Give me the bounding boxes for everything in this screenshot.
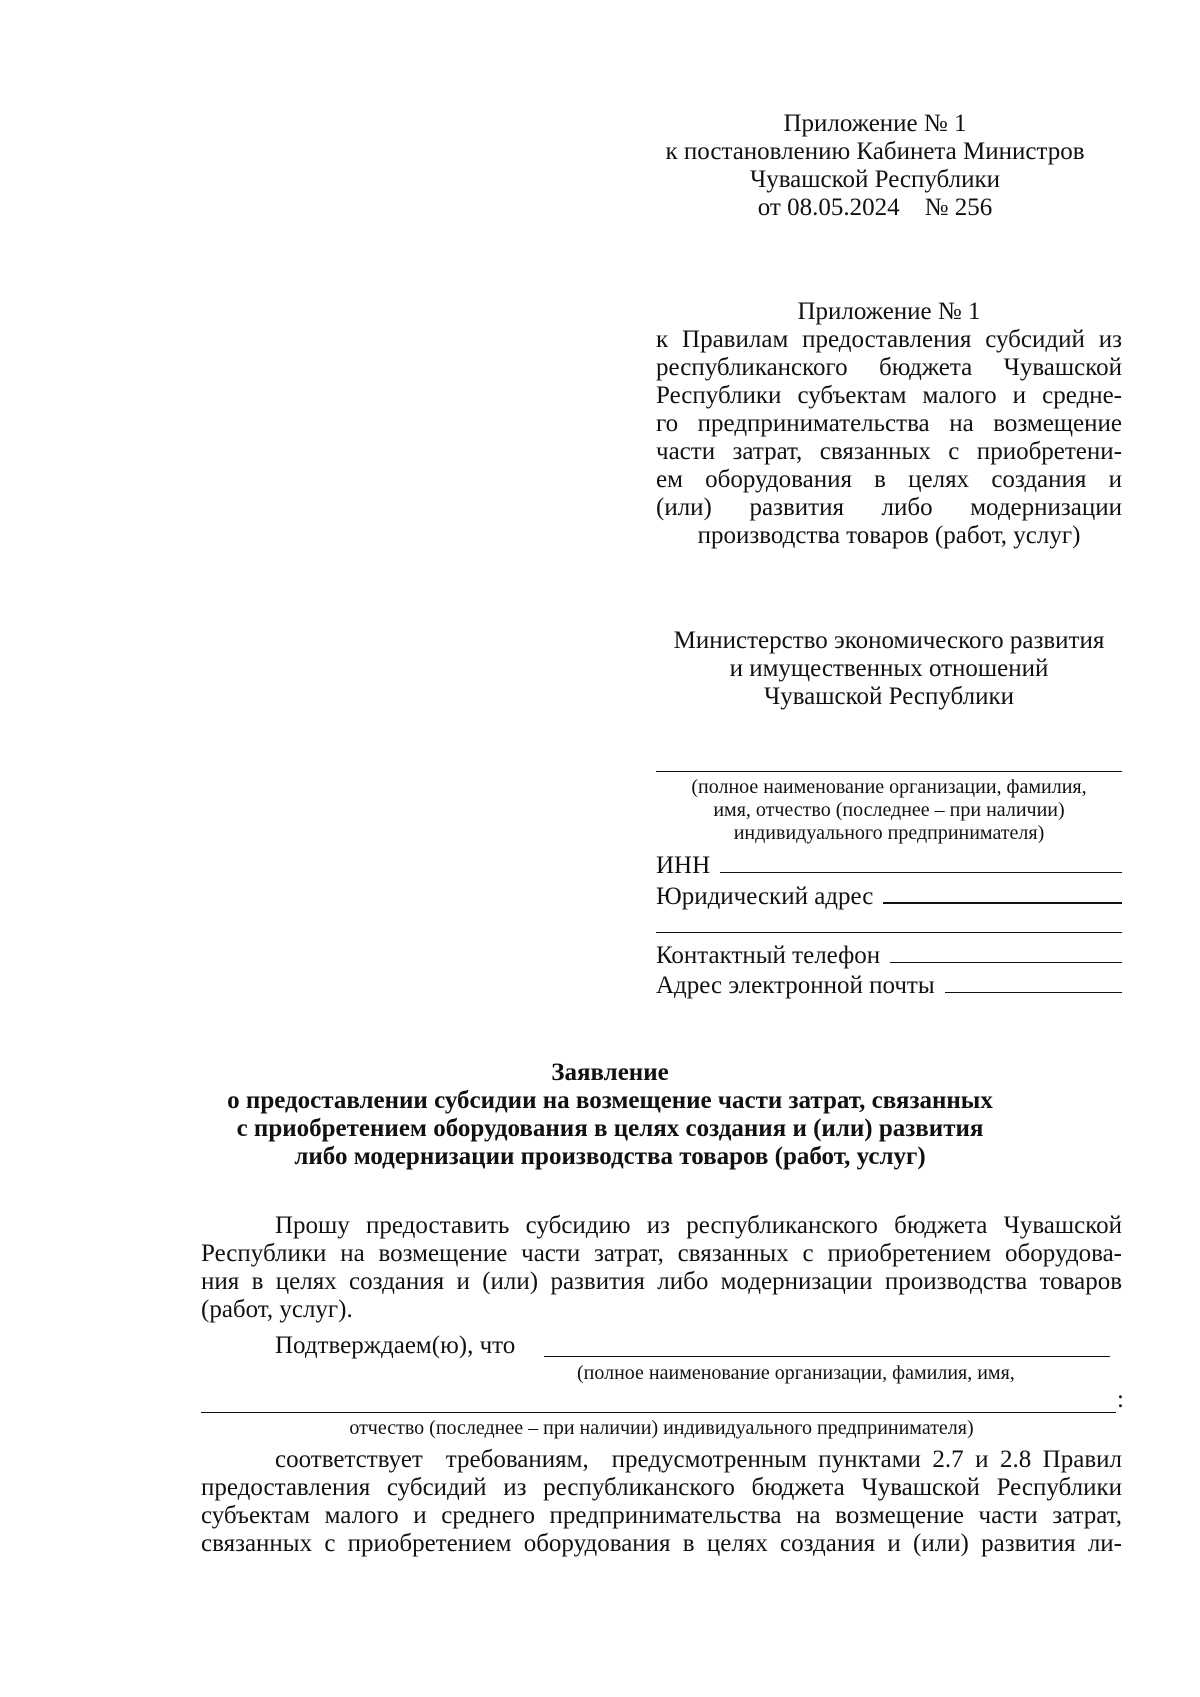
legal-address-label: Юридический адрес bbox=[656, 883, 874, 910]
decree-appendix-line: Чувашской Республики bbox=[749, 166, 1001, 193]
paragraph-line: ния в целях создания и (или) развития либо модернизации производства товаров bbox=[201, 1268, 1122, 1295]
statement-subtitle-line: о предоставлении субсидии на возмещение части затрат, связанных bbox=[227, 1087, 993, 1114]
rules-appendix-line: республиканского бюджета Чувашской bbox=[656, 354, 1122, 381]
rules-appendix-line: производства товаров (работ, услуг) bbox=[697, 522, 1081, 549]
statement-heading bbox=[150, 1059, 1070, 1171]
email-field[interactable] bbox=[945, 970, 1122, 993]
paragraph-line: Республики на возмещение части затрат, связанных с приобретением оборудова- bbox=[201, 1240, 1122, 1267]
applicant-name-hint bbox=[656, 776, 1122, 845]
inn-label: ИНН bbox=[656, 852, 711, 879]
email-row bbox=[656, 970, 1122, 1000]
rules-appendix-line: го предпринимательства на возмещение bbox=[656, 410, 1122, 437]
inn-row bbox=[656, 850, 1122, 880]
addressee-line: и имущественных отношений bbox=[729, 655, 1049, 682]
confirm-label: Подтверждаем(ю), что bbox=[275, 1332, 516, 1359]
rules-appendix-line: к Правилам предоставления субсидий из bbox=[656, 326, 1122, 353]
applicant-fields bbox=[656, 850, 1122, 1000]
rules-appendix-line: Республики субъектам малого и средне- bbox=[656, 382, 1122, 409]
confirm-hint: (полное наименование организации, фамилия, имя, bbox=[577, 1362, 1015, 1384]
compliance-paragraph bbox=[201, 1446, 1122, 1558]
colon-mark: : bbox=[1117, 1386, 1124, 1413]
email-label: Адрес электронной почты bbox=[656, 972, 935, 999]
decree-appendix-title: Приложение № 1 bbox=[783, 110, 967, 137]
applicant-name-field[interactable] bbox=[656, 771, 1122, 772]
paragraph-line: субъектам малого и среднего предпринимательства на возмещение части затрат, bbox=[201, 1502, 1122, 1529]
decree-appendix-line: к постановлению Кабинета Министров bbox=[665, 138, 1085, 165]
phone-field[interactable] bbox=[890, 940, 1122, 963]
legal-address-row-2 bbox=[656, 910, 1122, 940]
hint-line: индивидуального предпринимателя) bbox=[733, 822, 1045, 844]
addressee-block bbox=[656, 627, 1122, 711]
paragraph-line: (работ, услуг). bbox=[201, 1296, 353, 1323]
confirm-name-field[interactable] bbox=[544, 1356, 1110, 1357]
phone-row bbox=[656, 940, 1122, 970]
phone-label: Контактный телефон bbox=[656, 942, 881, 969]
request-paragraph bbox=[201, 1212, 1122, 1324]
paragraph-line: связанных с приобретением оборудования в целях создания и (или) развития ли- bbox=[201, 1530, 1122, 1557]
legal-address-field-2[interactable] bbox=[656, 910, 1122, 933]
rules-appendix-line: части затрат, связанных с приобретени- bbox=[656, 438, 1122, 465]
rules-appendix-title: Приложение № 1 bbox=[797, 298, 981, 325]
decree-appendix-header bbox=[640, 110, 1110, 222]
addressee-line: Министерство экономического развития bbox=[673, 627, 1105, 654]
hint-line: имя, отчество (последнее – при наличии) bbox=[713, 799, 1065, 821]
decree-date-number: от 08.05.2024 № 256 bbox=[757, 194, 993, 221]
rules-appendix-header bbox=[656, 298, 1122, 550]
statement-subtitle-line: с приобретением оборудования в целях создания и (или) развития bbox=[236, 1115, 984, 1142]
statement-title: Заявление bbox=[551, 1059, 669, 1086]
rules-appendix-line: (или) развития либо модернизации bbox=[656, 494, 1122, 521]
paragraph-line: предоставления субсидий из республиканского бюджета Чувашской Республики bbox=[201, 1474, 1122, 1501]
legal-address-field[interactable] bbox=[883, 880, 1122, 904]
confirm-hint: отчество (последнее – при наличии) индивидуального предпринимателя) bbox=[349, 1417, 974, 1439]
paragraph-line: соответствует требованиям, предусмотренным пунктами 2.7 и 2.8 Правил bbox=[275, 1446, 1122, 1473]
rules-appendix-line: ем оборудования в целях создания и bbox=[656, 466, 1122, 493]
addressee-line: Чувашской Республики bbox=[763, 683, 1015, 710]
legal-address-row bbox=[656, 880, 1122, 910]
inn-field[interactable] bbox=[720, 850, 1122, 873]
statement-subtitle-line: либо модернизации производства товаров (работ, услуг) bbox=[294, 1143, 926, 1170]
confirm-name-field-2[interactable] bbox=[201, 1412, 1116, 1413]
hint-line: (полное наименование организации, фамилия, bbox=[691, 776, 1087, 798]
paragraph-line: Прошу предоставить субсидию из республиканского бюджета Чувашской bbox=[275, 1212, 1122, 1239]
